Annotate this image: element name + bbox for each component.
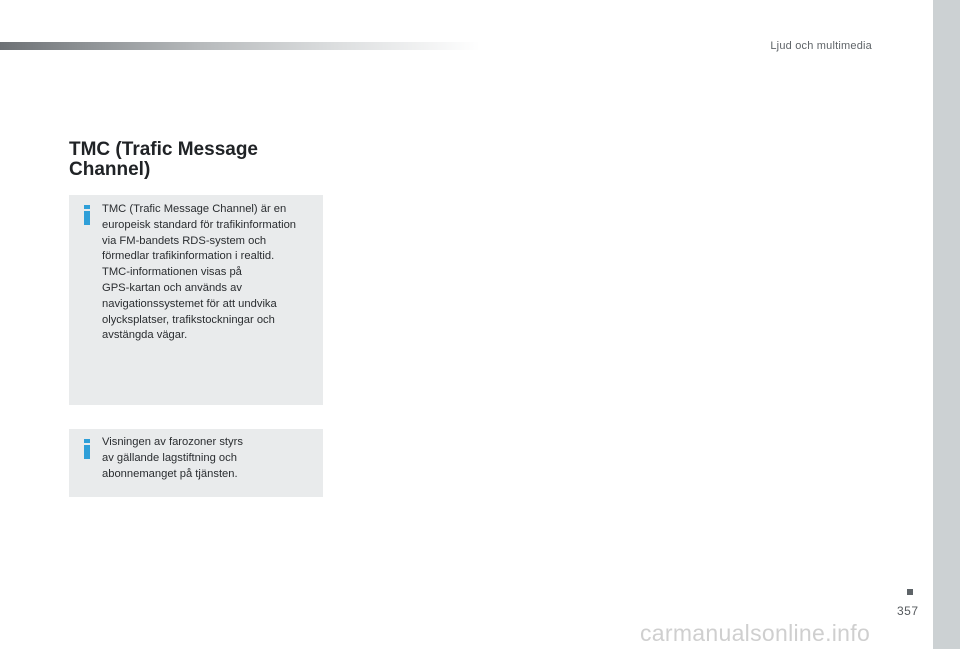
page-marker (907, 589, 913, 595)
page-number: 357 (897, 604, 919, 618)
info-icon (84, 205, 90, 225)
side-strip (933, 0, 960, 649)
info-text: Visningen av farozoner styrs av gällande lagstiftning och abonnemanget på tjänsten. (102, 436, 243, 480)
watermark: carmanualsonline.info (640, 620, 871, 646)
info-box-hazard-zones (69, 429, 323, 497)
info-text: TMC (Trafic Message Channel) är en europeisk standard för trafikinformation via FM-bandets RDS-system och förmedlar trafikinformation i realtid. TMC-informationen visas på GPS-kartan och används av navigationssystemet för att undvika olycksplatser, trafikstockningar och avstängda vägar. (102, 203, 297, 342)
page-title: TMC (Trafic Message Channel) (69, 139, 258, 180)
info-icon (84, 439, 90, 459)
header-gradient-bar (0, 42, 480, 50)
section-label: Ljud och multimedia (770, 40, 872, 52)
info-box-tmc (69, 195, 323, 405)
